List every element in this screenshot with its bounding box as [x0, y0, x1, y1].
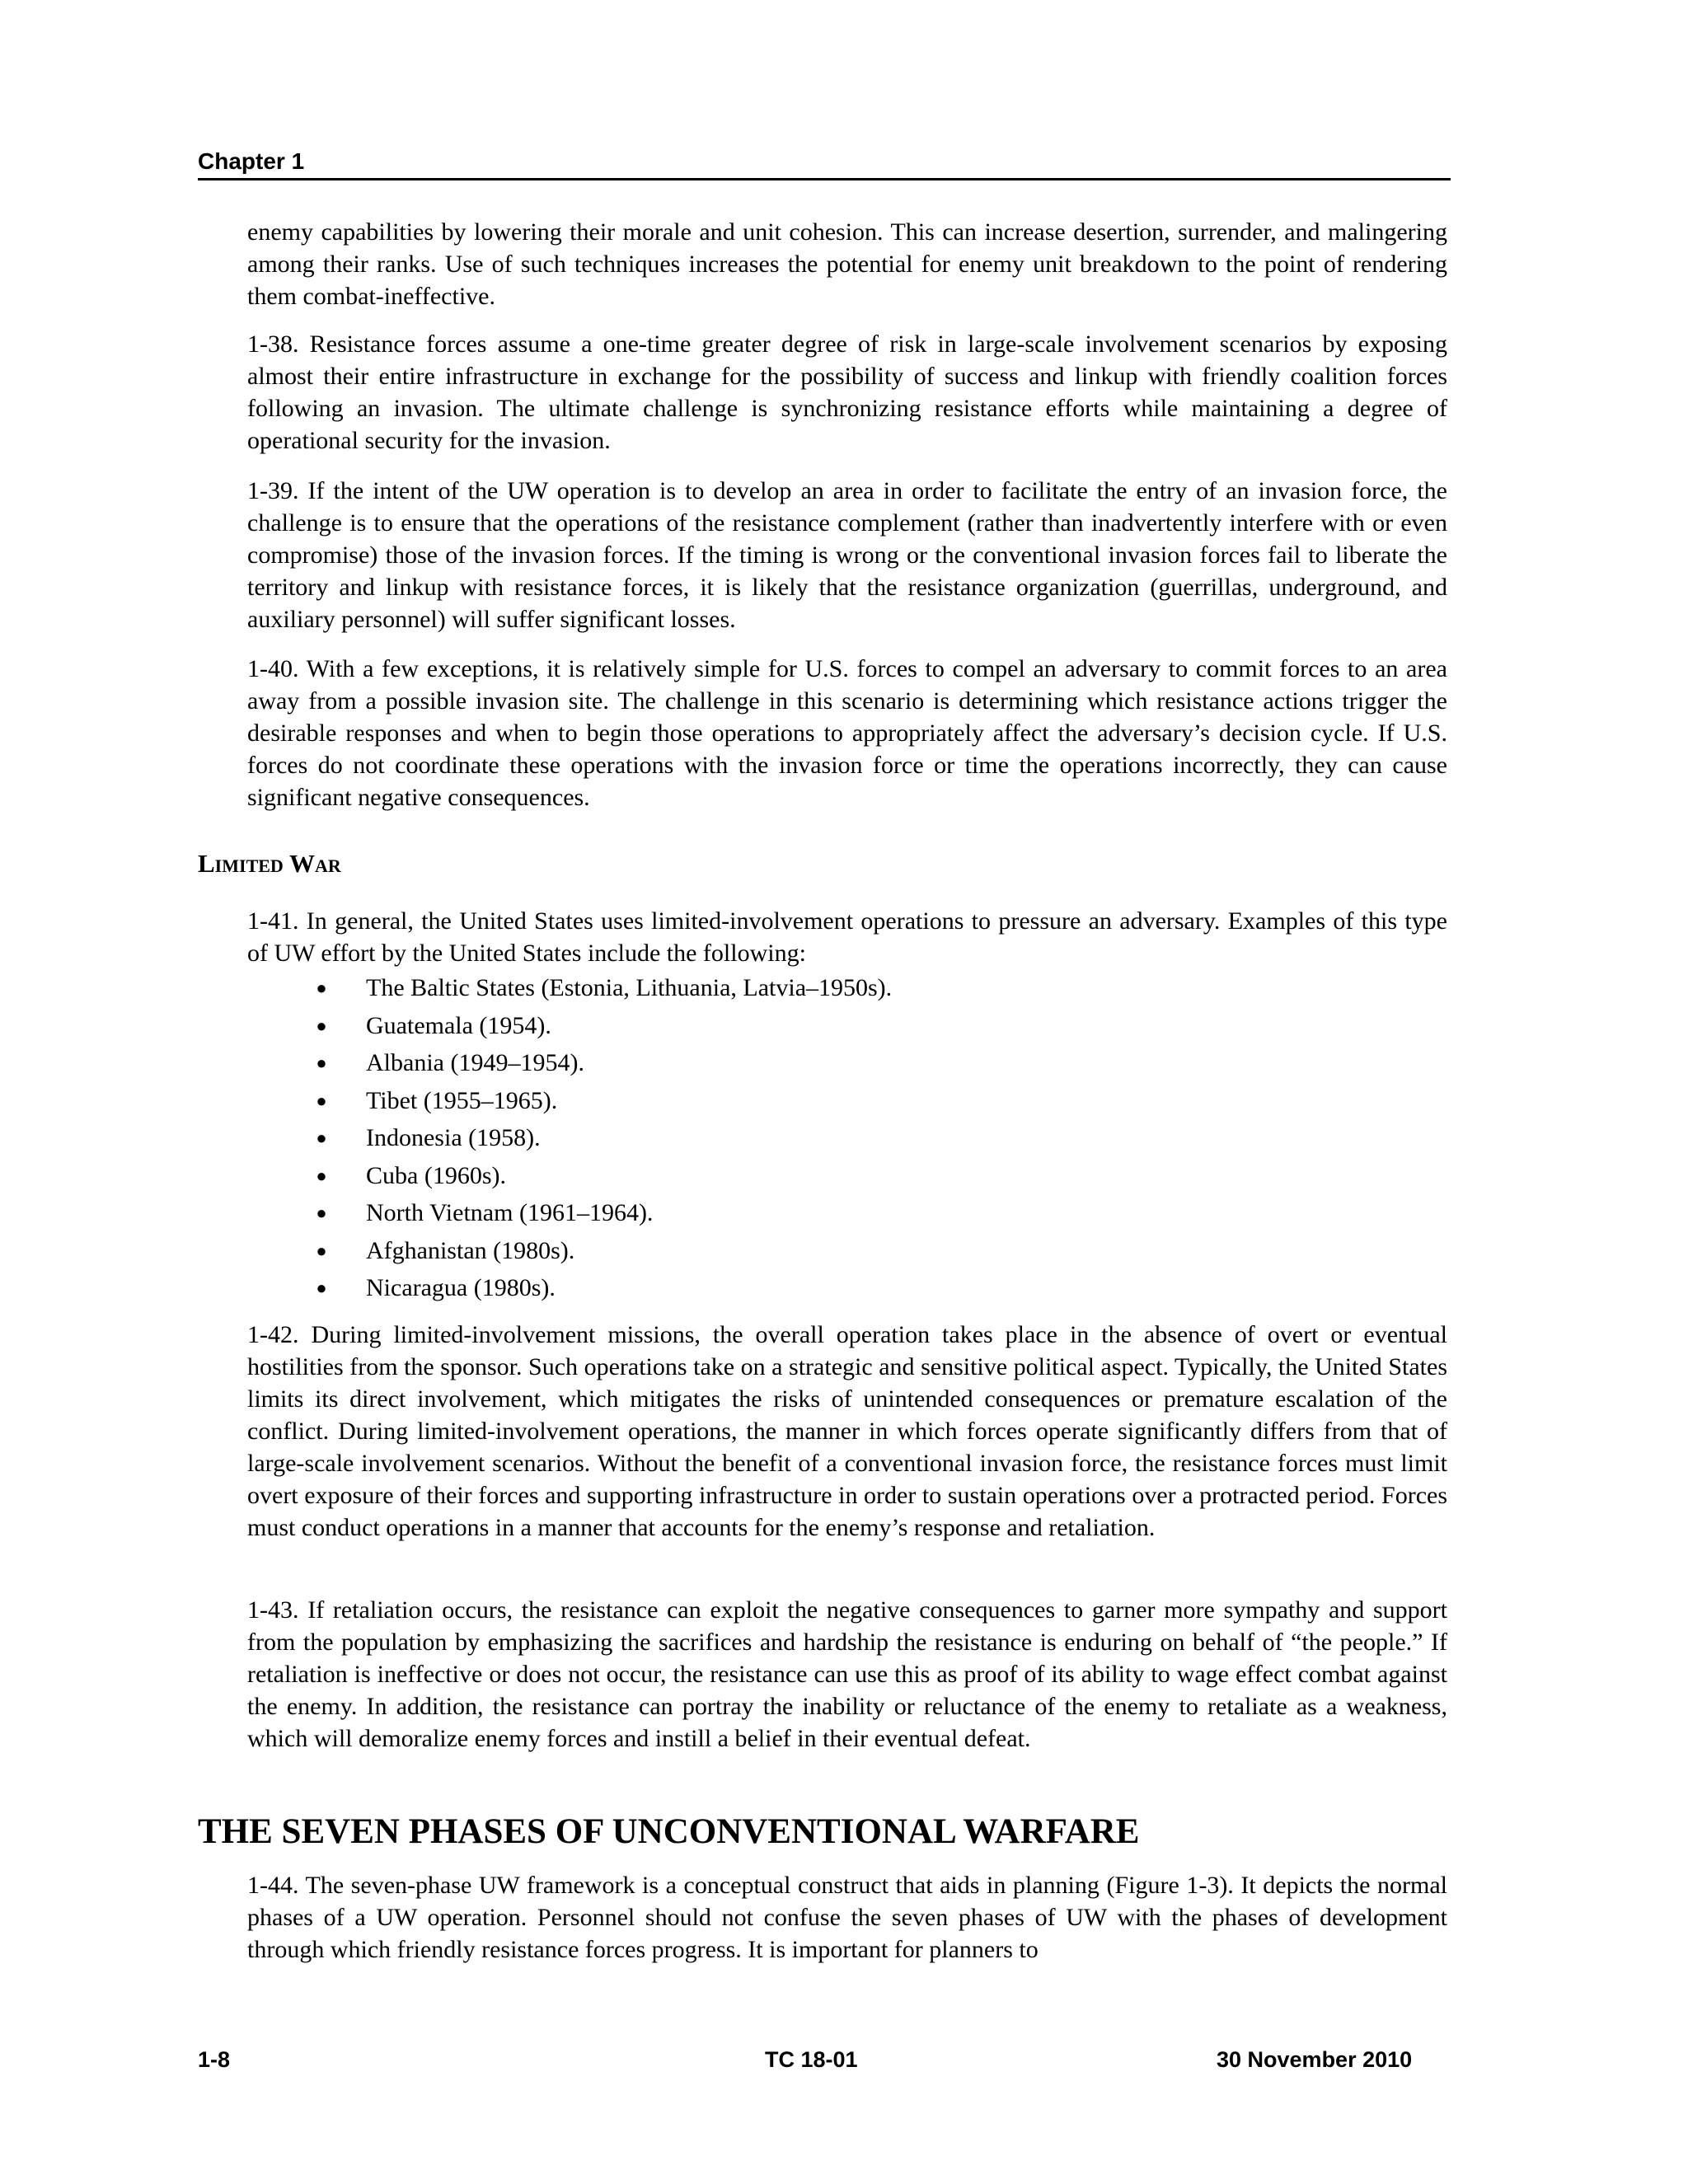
paragraph-1-40: 1-40. With a few exceptions, it is relatively simple for U.S. forces to compel an adversary to commit forces to an area away from a possible invasion site. The challenge in this scenario is determining which resistance actions trigger the desirable responses and when to begin those operations to appropriately affect the adversary’s decision cycle. If U.S. forces do not coordinate these operations with the invasion force or time the operations incorrectly, they can cause significant negative consequences.	[247, 655, 1447, 811]
paragraph-1-38: 1-38. Resistance forces assume a one-time greater degree of risk in large-scale involvement scenarios by exposing almost their entire infrastructure in exchange for the possibility of success and linkup with friendly coalition forces following an invasion. The ultimate challenge is synchronizing resistance efforts while maintaining a degree of operational security for the invasion.	[247, 330, 1447, 454]
footer-doc-id: TC 18-01	[765, 2047, 858, 2072]
paragraph-1-44: 1-44. The seven-phase UW framework is a conceptual construct that aids in planning (Figure 1-3). It depicts the normal phases of a UW operation. Personnel should not confuse the seven phases of UW with the phases of development through which friendly resistance forces progress. It is important for planners to	[247, 1872, 1447, 1963]
paragraph-1-39: 1-39. If the intent of the UW operation is to develop an area in order to facilitate the entry of an invasion force, the challenge is to ensure that the operations of the resistance complement (rather than inadvertently interfere with or even compromise) those of the invasion forces. If the timing is wrong or the conventional invasion forces fail to liberate the territory and linkup with resistance forces, it is likely that the resistance organization (guerrillas, underground, and auxiliary personnel) will suffer significant losses.	[247, 477, 1447, 633]
bullet-icon: ●	[316, 977, 327, 998]
examples-list	[313, 969, 892, 1307]
list-item	[313, 1082, 892, 1120]
paragraph-1-42: 1-42. During limited-involvement missions, the overall operation takes place in the absence of overt or eventual hostilities from the sponsor. Such operations take on a strategic and sensitive political aspect. Typically, the United States limits its direct involvement, which mitigates the risks of unintended consequences or premature escalation of the conflict. During limited-involvement operations, the manner in which forces operate significantly differs from that of large-scale involvement scenarios. Without the benefit of a conventional invasion force, the resistance forces must limit overt exposure of their forces and supporting infrastructure in order to sustain operations over a protracted period. Forces must conduct operations in a manner that accounts for the enemy’s response and retaliation.	[247, 1321, 1447, 1541]
paragraph-1-41: 1-41. In general, the United States uses limited-involvement operations to pressure an adversary. Examples of this type of UW effort by the United States include the following:	[247, 907, 1447, 967]
list-item	[313, 1194, 892, 1232]
bullet-icon: ●	[316, 1165, 327, 1186]
list-item-text: Cuba (1960s).	[366, 1161, 506, 1189]
section-heading: THE SEVEN PHASES OF UNCONVENTIONAL WARFARE	[198, 1812, 1140, 1851]
list-item	[313, 969, 892, 1007]
list-item-text: North Vietnam (1961–1964).	[366, 1199, 654, 1226]
bullet-icon: ●	[316, 1090, 327, 1111]
list-item-text: Nicaragua (1980s).	[366, 1274, 556, 1301]
subheading-limited-war: Limited War	[198, 849, 341, 878]
bullet-icon: ●	[316, 1127, 327, 1148]
bullet-icon: ●	[316, 1240, 327, 1261]
bullet-icon: ●	[316, 1015, 327, 1036]
bullet-icon: ●	[316, 1052, 327, 1073]
running-header-chapter: Chapter 1	[198, 148, 305, 174]
footer-date: 30 November 2010	[1217, 2047, 1413, 2072]
list-item	[313, 1007, 892, 1045]
header-rule	[198, 178, 1451, 180]
list-item-text: Guatemala (1954).	[366, 1011, 551, 1039]
list-item	[313, 1232, 892, 1270]
paragraph-continuation: enemy capabilities by lowering their morale and unit cohesion. This can increase desertion, surrender, and malingering among their ranks. Use of such techniques increases the potential for enemy unit breakdown to the point of rendering them combat-ineffective.	[247, 218, 1447, 310]
bullet-icon: ●	[316, 1202, 327, 1223]
list-item-text: Afghanistan (1980s).	[366, 1236, 575, 1264]
list-item	[313, 1044, 892, 1082]
list-item	[313, 1119, 892, 1157]
list-item-text: Tibet (1955–1965).	[366, 1086, 558, 1114]
paragraph-1-43: 1-43. If retaliation occurs, the resistance can exploit the negative consequences to garner more sympathy and support from the population by emphasizing the sacrifices and hardship the resistance is enduring on behalf of “the people.” If retaliation is ineffective or does not occur, the resistance can use this as proof of its ability to wage effect combat against the enemy. In addition, the resistance can portray the inability or reluctance of the enemy to retaliate as a weakness, which will demoralize enemy forces and instill a belief in their eventual defeat.	[247, 1596, 1447, 1752]
list-item-text: The Baltic States (Estonia, Lithuania, Latvia–1950s).	[366, 974, 893, 1001]
list-item	[313, 1157, 892, 1195]
list-item-text: Indonesia (1958).	[366, 1124, 541, 1151]
bullet-icon: ●	[316, 1277, 327, 1298]
footer-page-number: 1-8	[198, 2047, 231, 2072]
list-item	[313, 1269, 892, 1307]
list-item-text: Albania (1949–1954).	[366, 1049, 584, 1076]
